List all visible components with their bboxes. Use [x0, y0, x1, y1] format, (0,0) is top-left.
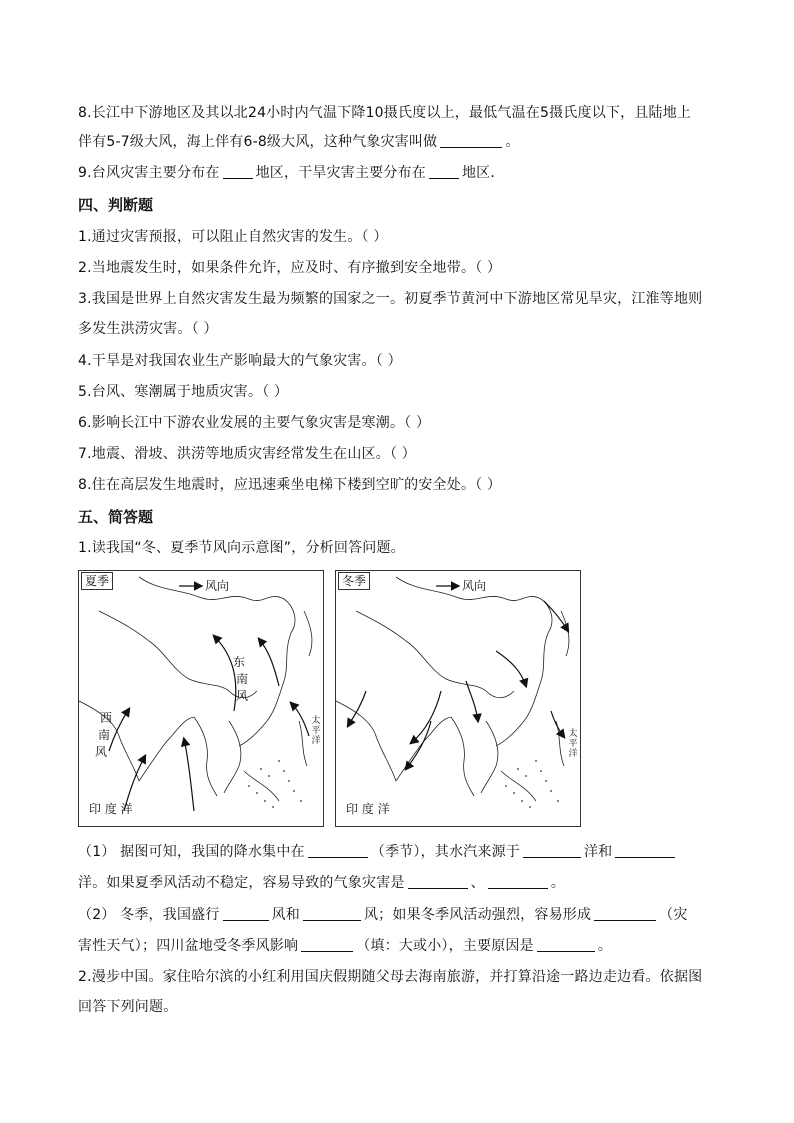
summer-ocean-label: 印 度 洋: [89, 802, 133, 816]
sub1-text-b: （季节），其水汽来源于: [370, 844, 520, 860]
sub2-text-d: （灾: [659, 907, 688, 923]
winter-map-drawing: [336, 571, 580, 826]
tf-item-3: 3.我国是世界上自然灾害发生最为频繁的国家之一。初夏季节黄河中下游地区常见旱灾，江淮等地则: [78, 291, 703, 307]
tf-item-3-cont: 多发生洪涝灾害。（ ）: [78, 321, 218, 337]
q2-line1: 2.漫步中国。家住哈尔滨的小红利用国庆假期随父母去海南旅游，并打算沿途一路边走边看。依据图: [78, 969, 703, 985]
q1-intro: 1.读我国“冬、夏季节风向示意图”，分析回答问题。: [78, 540, 405, 556]
east-coast: [496, 633, 548, 746]
sub2-blank-influence[interactable]: [301, 937, 353, 952]
winter-wind-map: [335, 570, 581, 827]
q9-blank-typhoon[interactable]: [223, 164, 253, 179]
winter-season-label: 冬季: [338, 572, 370, 590]
tf-item-8: 8.住在高层发生地震时，应迅速乘坐电梯下楼到空旷的安全处。（ ）: [78, 477, 502, 493]
pac-char-1: 太: [311, 716, 321, 726]
sub1-text-c: 洋和: [583, 844, 613, 860]
pacific-arrow: [291, 703, 309, 736]
sub1-line1: [78, 843, 678, 861]
tf-item-7: 7.地震、滑坡、洪涝等地质灾害经常发生在山区。（ ）: [78, 446, 417, 462]
sub2-text-a: （2） 冬季，我国盛行: [78, 907, 220, 923]
sub2-text-c: 风；如果冬季风活动强烈，容易形成: [363, 907, 592, 923]
summer-legend-label: 风向: [205, 579, 230, 593]
tf-item-2: 2.当地震发生时，如果条件允许，应及时、有序撤到安全地带。（ ）: [78, 260, 502, 276]
tf-item-5: 5.台风、寒潮属于地质灾害。（ ）: [78, 384, 289, 400]
sub1-text-e: 、: [470, 875, 485, 891]
pac-char-3: 洋: [568, 749, 578, 759]
pac-char-2: 平: [311, 726, 321, 736]
tf-item-1: 1.通过灾害预报，可以阻止自然灾害的发生。（ ）: [78, 229, 388, 245]
pacific-arrow: [551, 711, 564, 737]
winter-pacific-label: [566, 729, 580, 759]
sub2-blank-weather[interactable]: [594, 906, 656, 921]
winter-ocean-label: 印 度 洋: [346, 802, 390, 816]
summer-se-wind-label: [221, 655, 249, 703]
q8-end: 。: [505, 134, 520, 150]
pac-char-1: 太: [568, 729, 578, 739]
q8-line2: [78, 133, 520, 151]
india-coast-east: [396, 717, 451, 781]
ne-wind-arrow-2: [348, 691, 366, 726]
summer-wind-map: [78, 570, 324, 827]
inner-border: [356, 611, 514, 698]
winter-legend-label: 风向: [462, 579, 487, 593]
sub1-blank-ocean2[interactable]: [615, 843, 675, 858]
sub2-blank-reason[interactable]: [537, 937, 595, 952]
se-wind-arrow-2: [259, 639, 279, 686]
q8-line1: 8.长江中下游地区及其以北24小时内气温下降10摄氏度以上，最低气温在5摄氏度以下，且陆地上: [78, 105, 692, 121]
sub1-text-d: 洋。如果夏季风活动不稳定，容易导致的气象灾害是: [78, 875, 405, 891]
philippines: [556, 721, 564, 766]
se-char-3: 风: [235, 689, 248, 703]
section5-title: 五、简答题: [78, 508, 154, 526]
peninsula: [451, 717, 474, 796]
sub2-blank-wind2[interactable]: [303, 906, 361, 921]
sub1-blank-season[interactable]: [308, 843, 368, 858]
sub2-text-b: 风和: [271, 907, 300, 923]
sw-char-3: 风: [94, 745, 107, 759]
ne-wind-arrow-3: [406, 721, 431, 769]
sub1-text-f: 。: [550, 875, 566, 891]
sw-wind-arrow-3: [184, 739, 194, 811]
tf-item-6: 6.影响长江中下游农业发展的主要气象灾害是寒潮。（ ）: [78, 415, 431, 431]
tf-item-4: 4.干旱是对我国农业生产影响最大的气象灾害。（ ）: [78, 353, 402, 369]
sub1-blank-ocean1[interactable]: [523, 843, 581, 858]
indochina: [224, 721, 241, 793]
sub2-line2: [78, 937, 612, 955]
q2-line2: 回答下列问题。: [78, 999, 178, 1015]
q9-text-a: 9.台风灾害主要分布在: [78, 165, 220, 181]
se-char-1: 东: [232, 655, 245, 669]
summer-season-label: 夏季: [81, 572, 113, 590]
peninsula: [194, 717, 217, 796]
pac-char-3: 洋: [311, 736, 321, 746]
nw-wind-arrow-3: [466, 681, 478, 721]
summer-sw-wind-label: [85, 711, 113, 759]
sub2-text-e: 害性天气）；四川盆地受冬季风影响: [78, 938, 299, 954]
q9-blank-drought[interactable]: [429, 164, 459, 179]
sub1-blank-disaster1[interactable]: [408, 874, 468, 889]
indochina: [481, 721, 498, 793]
sub2-blank-wind1[interactable]: [223, 906, 269, 921]
section4-title: 四、判断题: [78, 196, 154, 214]
q8-answer-blank[interactable]: [440, 133, 502, 148]
sub2-text-f: （填：大或小），主要原因是: [356, 938, 534, 954]
pac-char-2: 平: [568, 739, 578, 749]
q9-text-b: 地区，干旱灾害主要分布在: [255, 165, 426, 181]
sw-char-1: 西: [99, 711, 112, 725]
sub1-line2: [78, 874, 565, 892]
q9-text-c: 地区．: [461, 165, 505, 181]
se-char-2: 南: [235, 672, 248, 686]
japan: [304, 611, 312, 656]
sw-char-2: 南: [97, 728, 110, 742]
sub1-text-a: （1） 据图可知，我国的降水集中在: [78, 844, 305, 860]
india-coast-west: [336, 701, 396, 781]
sub1-blank-disaster2[interactable]: [488, 874, 548, 889]
nw-wind-arrow-1: [544, 601, 568, 631]
summer-map-drawing: [79, 571, 323, 826]
japan: [561, 611, 569, 656]
sub2-line1: [78, 906, 688, 924]
q8-text: 伴有5-7级大风，海上伴有6-8级大风，这种气象灾害叫做: [78, 134, 438, 150]
q9-line: [78, 164, 505, 182]
sub2-text-g: 。: [597, 938, 613, 954]
nw-wind-arrow-2: [496, 651, 526, 686]
summer-pacific-label: [309, 716, 323, 746]
